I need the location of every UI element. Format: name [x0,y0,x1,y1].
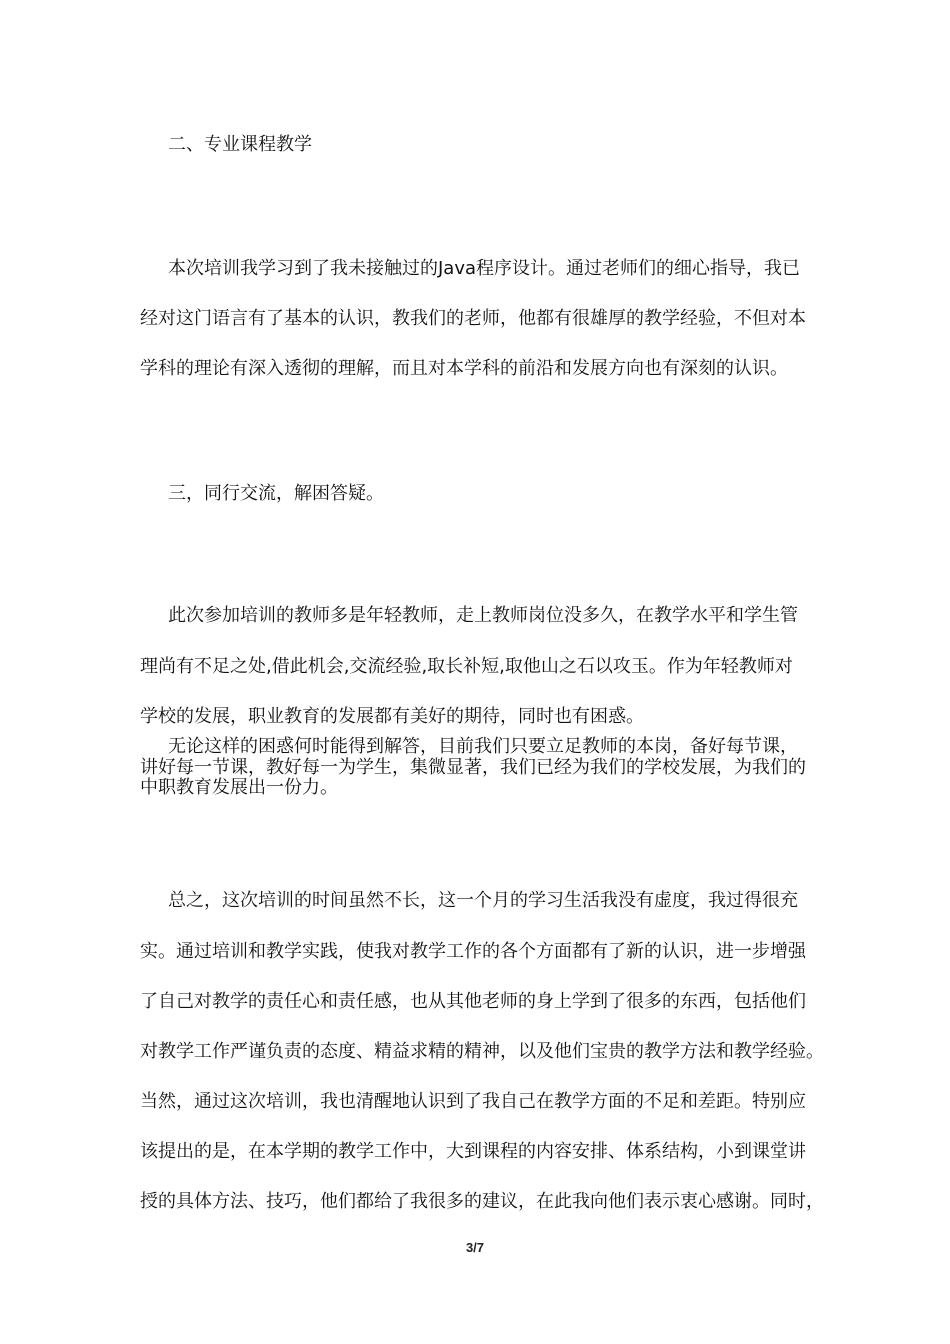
paragraph-line: 学科的理论有深入透彻的理解，而且对本学科的前沿和发展方向也有深刻的认识。 [140,358,788,379]
paragraph-line: 实。通过培训和教学实践，使我对教学工作的各个方面都有了新的认识，进一步增强 [140,941,806,962]
paragraph-line: 总之，这次培训的时间虽然不长，这一个月的学习生活我没有虚度，我过得很充 [168,890,798,911]
paragraph-line: 讲好每一节课，教好每一为学生，集微显著，我们已经为我们的学校发展，为我们的 [140,757,806,778]
paragraph-line: 无论这样的困惑何时能得到解答，目前我们只要立足教师的本岗，备好每节课， [168,736,798,757]
paragraph-line: 授的具体方法、技巧，他们都给了我很多的建议，在此我向他们表示衷心感谢。同时， [140,1191,824,1212]
paragraph-line: 经对这门语言有了基本的认识，教我们的老师，他都有很雄厚的教学经验，不但对本 [140,308,806,329]
page-number: 3/7 [465,1240,485,1255]
paragraph-line: 了自己对教学的责任心和责任感，也从其他老师的身上学到了很多的东西，包括他们 [140,991,806,1012]
paragraph-line: 当然，通过这次培训，我也清醒地认识到了我自己在教学方面的不足和差距。特别应 [140,1091,806,1112]
paragraph-line: 学校的发展，职业教育的发展都有美好的期待，同时也有困惑。 [140,706,644,727]
paragraph-line: 此次参加培训的教师多是年轻教师，走上教师岗位没多久，在教学水平和学生管 [168,605,798,626]
section-two-heading: 二、专业课程教学 [168,134,312,155]
paragraph-line: 中职教育发展出一份力。 [140,777,338,798]
paragraph-line: 该提出的是，在本学期的教学工作中，大到课程的内容安排、体系结构，小到课堂讲 [140,1141,806,1162]
section-three-heading: 三，同行交流，解困答疑。 [168,483,384,504]
paragraph-line: 理尚有不足之处,借此机会,交流经验,取长补短,取他山之石以攻玉。作为年轻教师对 [140,656,793,677]
paragraph-line: 本次培训我学习到了我未接触过的Java程序设计。通过老师们的细心指导，我已 [168,258,801,279]
paragraph-line: 对教学工作严谨负责的态度、精益求精的精神，以及他们宝贵的教学方法和教学经验。 [140,1041,824,1062]
